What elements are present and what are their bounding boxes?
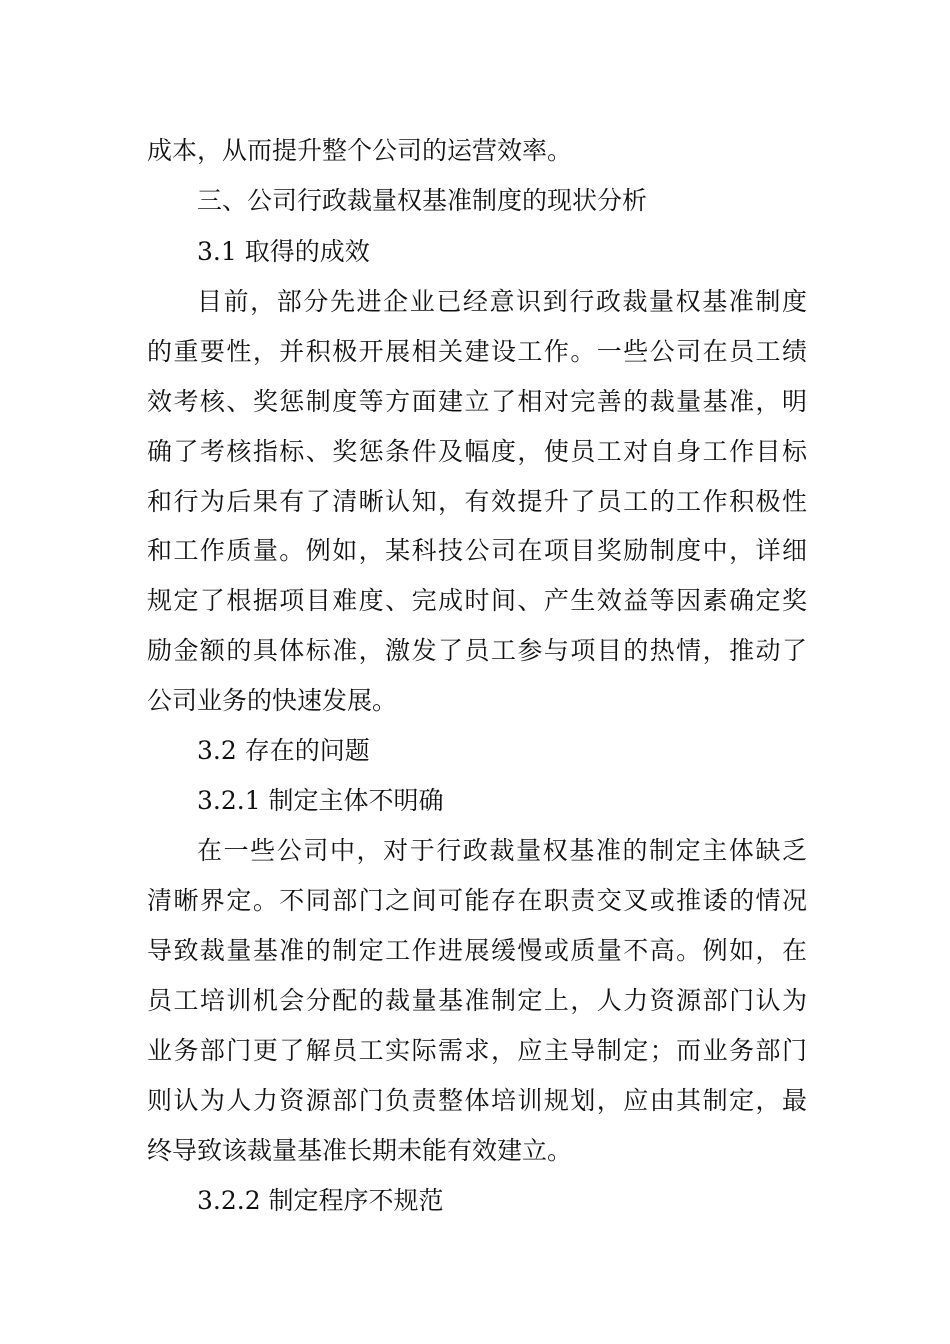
- paragraph-line: 和工作质量。例如，某科技公司在项目奖励制度中，详细: [147, 536, 807, 565]
- paragraph-line: 确了考核指标、奖惩条件及幅度，使员工对自身工作目标: [147, 437, 807, 466]
- subsubsection-heading: 3.2.1 制定主体不明确: [197, 786, 444, 815]
- paragraph-line: 则认为人力资源部门负责整体培训规划，应由其制定，最: [147, 1086, 807, 1115]
- paragraph-line: 公司业务的快速发展。: [147, 686, 398, 715]
- paragraph-line: 终导致该裁量基准长期未能有效建立。: [147, 1136, 573, 1165]
- paragraph-line: 在一些公司中，对于行政裁量权基准的制定主体缺乏: [197, 836, 807, 865]
- paragraph-line: 导致裁量基准的制定工作进展缓慢或质量不高。例如，在: [147, 936, 807, 965]
- paragraph-line: 业务部门更了解员工实际需求，应主导制定；而业务部门: [147, 1036, 807, 1065]
- paragraph-line: 员工培训机会分配的裁量基准制定上，人力资源部门认为: [147, 986, 807, 1015]
- section-heading: 三、公司行政裁量权基准制度的现状分析: [197, 186, 648, 215]
- subsection-heading: 3.1 取得的成效: [197, 237, 370, 266]
- paragraph-line: 效考核、奖惩制度等方面建立了相对完善的裁量基准，明: [147, 387, 807, 416]
- paragraph-line: 规定了根据项目难度、完成时间、产生效益等因素确定奖: [147, 586, 807, 615]
- paragraph-line: 成本，从而提升整个公司的运营效率。: [147, 136, 573, 165]
- subsubsection-heading: 3.2.2 制定程序不规范: [197, 1186, 444, 1215]
- paragraph-line: 清晰界定。不同部门之间可能存在职责交叉或推诿的情况: [147, 886, 807, 915]
- subsection-heading: 3.2 存在的问题: [197, 736, 370, 765]
- paragraph-line: 目前，部分先进企业已经意识到行政裁量权基准制度: [197, 287, 807, 316]
- paragraph-line: 的重要性，并积极开展相关建设工作。一些公司在员工绩: [147, 337, 807, 366]
- paragraph-line: 励金额的具体标准，激发了员工参与项目的热情，推动了: [147, 636, 807, 665]
- paragraph-line: 和行为后果有了清晰认知，有效提升了员工的工作积极性: [147, 487, 807, 516]
